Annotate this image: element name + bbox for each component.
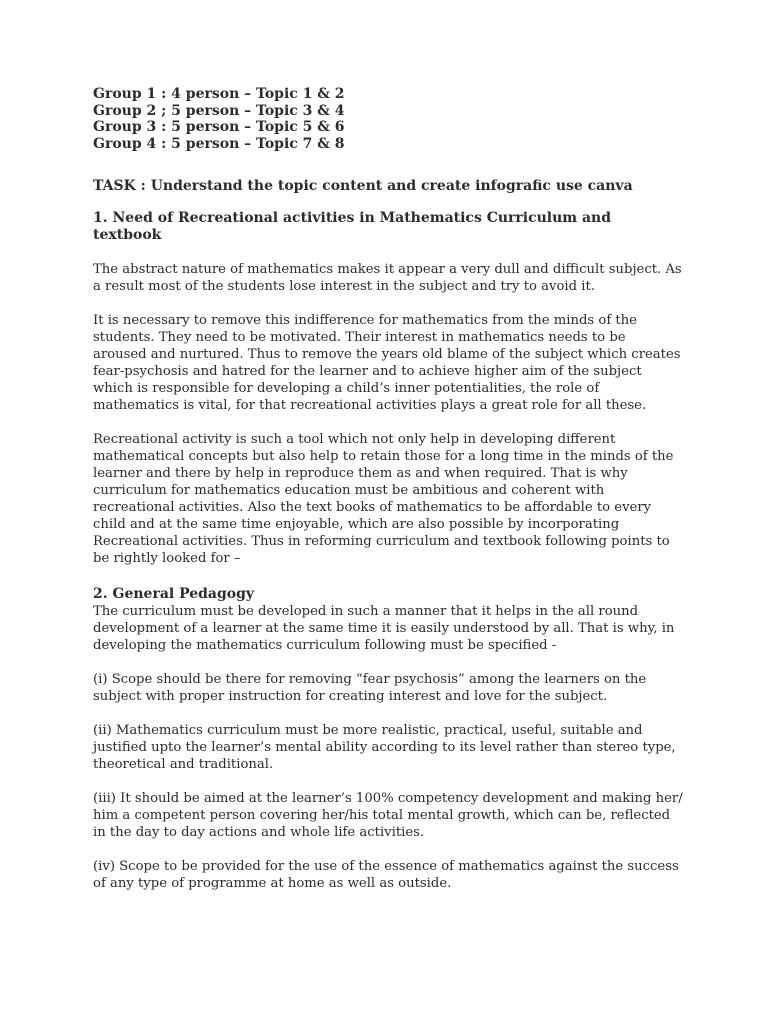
group-list xyxy=(93,86,683,152)
section-1-paragraph-1: The abstract nature of mathematics makes it appear a very dull and difficult subject. As a result most of the students lose interest in the subject and try to avoid it. xyxy=(93,262,682,294)
section-2-point-1: (i) Scope should be there for removing “fear psychosis” among the learners on the subject with proper instruction for creating interest and love for the subject. xyxy=(93,672,647,704)
section-1-heading: 1. Need of Recreational activities in Mathematics Curriculum and textbook xyxy=(93,210,612,243)
task-heading: TASK : Understand the topic content and create infografic use canva xyxy=(93,178,633,194)
group-line-2: Group 2 ; 5 person – Topic 3 & 4 xyxy=(93,102,345,119)
section-2-intro: The curriculum must be developed in such a manner that it helps in the all round development of a learner at the same time it is easily understood by all. That is why, in developing the mathematics curriculum following must be specified - xyxy=(93,604,675,653)
section-2-heading: 2. General Pedagogy xyxy=(93,586,255,602)
section-2-point-2: (ii) Mathematics curriculum must be more realistic, practical, useful, suitable and justified upto the learner’s mental ability according to its level rather than stereo type, theoretical and traditional. xyxy=(93,723,676,772)
section-1-paragraph-2: It is necessary to remove this indifference for mathematics from the minds of the students. They need to be motivated. Their interest in mathematics needs to be aroused and nurtured. Thus to remove the years old blame of the subject which creates fear-psychosis and hatred for the learner and to achieve higher aim of the subject which is responsible for developing a child’s inner potentialities, the role of mathematics is vital, for that recreational activities plays a great role for all these. xyxy=(93,313,681,413)
section-2-point-3: (iii) It should be aimed at the learner’s 100% competency development and making her/ him a competent person covering her/his total mental growth, which can be, reflected in the day to day actions and whole life activities. xyxy=(93,791,683,840)
section-1-paragraph-3: Recreational activity is such a tool which not only help in developing different mathematical concepts but also help to retain those for a long time in the minds of the learner and there by help in reproduce them as and when required. That is why curriculum for mathematics education must be ambitious and coherent with recreational activities. Also the text books of mathematics to be affordable to every child and at the same time enjoyable, which are also possible by incorporating Recreational activities. Thus in reforming curriculum and textbook following points to be rightly looked for – xyxy=(93,432,674,566)
group-line-1: Group 1 : 4 person – Topic 1 & 2 xyxy=(93,86,345,102)
group-line-3: Group 3 : 5 person – Topic 5 & 6 xyxy=(93,119,345,135)
group-line-4: Group 4 : 5 person – Topic 7 & 8 xyxy=(93,135,345,152)
document-page xyxy=(93,86,683,909)
section-2-point-4: (iv) Scope to be provided for the use of the essence of mathematics against the success of any type of programme at home as well as outside. xyxy=(93,859,679,891)
